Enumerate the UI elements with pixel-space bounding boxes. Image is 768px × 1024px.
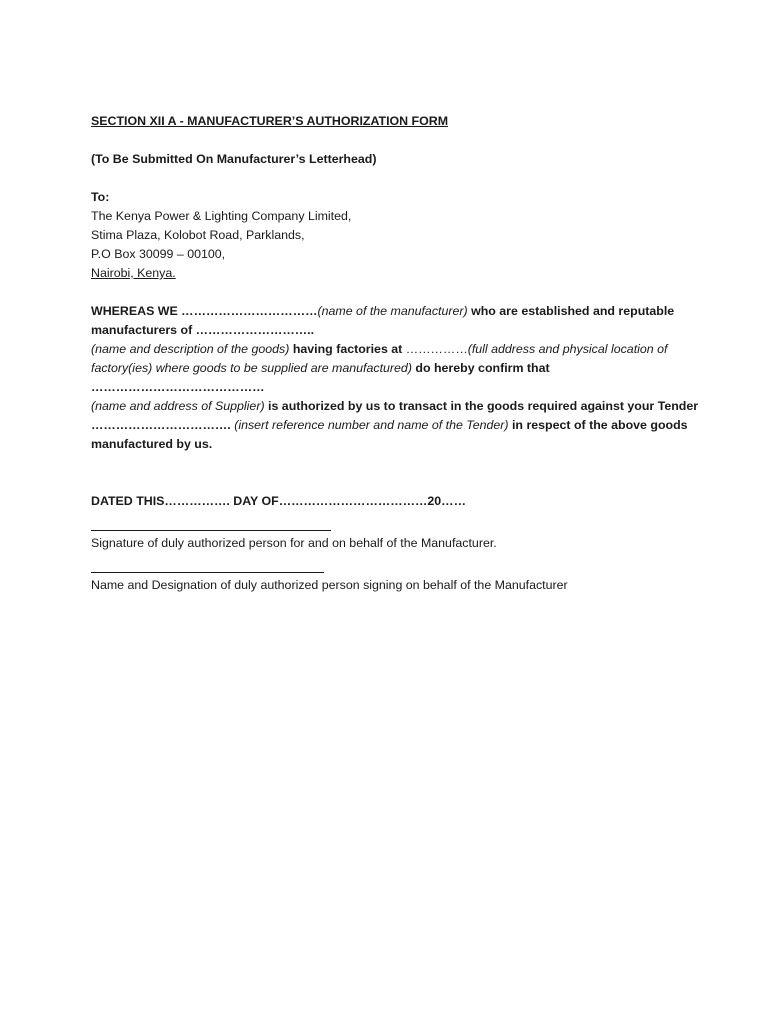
address-line-2: Stima Plaza, Kolobot Road, Parklands, (91, 228, 305, 242)
tender-dots: ……………………………. (91, 418, 235, 432)
signature-label: Signature of duly authorized person for and on behalf of the Manufacturer. (91, 536, 497, 550)
established-text: who are established and reputable (467, 304, 675, 318)
factories-dots: …………… (405, 342, 468, 356)
address-to: To: (91, 190, 110, 204)
manufacturers-of-text: manufacturers of ……………………….. (91, 323, 315, 337)
goods-hint: (name and description of the goods) (91, 342, 290, 356)
name-designation-block (91, 572, 691, 595)
supplier-dots: …………………………………… (91, 380, 265, 394)
address-line-3: P.O Box 30099 – 00100, (91, 247, 226, 261)
supplier-hint: (name and address of Supplier) (91, 399, 265, 413)
form-subtitle: (To Be Submitted On Manufacturer’s Letterhead) (91, 152, 377, 166)
signature-block (91, 530, 691, 553)
recipient-address (91, 188, 691, 283)
address-line-4: Nairobi, Kenya. (91, 266, 176, 280)
tender-hint: (insert reference number and name of the Tender) (234, 418, 509, 432)
factory-hint-part-2: factory(ies) where goods to be supplied are manufactured) (91, 361, 412, 375)
whereas-text: WHEREAS WE …………………………… (91, 304, 318, 318)
form-title: SECTION XII A - MANUFACTURER’S AUTHORIZATION FORM (91, 114, 449, 128)
authorization-form (91, 112, 699, 614)
manufacturer-name-hint: (name of the manufacturer) (317, 304, 468, 318)
authorized-text: is authorized by us to transact in the goods required against your Tender (264, 399, 699, 413)
name-designation-line[interactable] (91, 572, 324, 573)
in-respect-text: in respect of the above goods (508, 418, 688, 432)
address-line-1: The Kenya Power & Lighting Company Limited, (91, 209, 352, 223)
signature-line[interactable] (91, 530, 331, 531)
factory-hint-part-1: (full address and physical location of (467, 342, 668, 356)
confirm-text: do hereby confirm that (411, 361, 550, 375)
having-factories-text: having factories at (289, 342, 406, 356)
name-designation-label: Name and Designation of duly authorized person signing on behalf of the Manufacturer (91, 578, 568, 592)
manufactured-by-text: manufactured by us. (91, 437, 213, 451)
dated-line: DATED THIS……………. DAY OF………………………………20…… (91, 494, 466, 508)
authorization-paragraph (91, 302, 699, 454)
